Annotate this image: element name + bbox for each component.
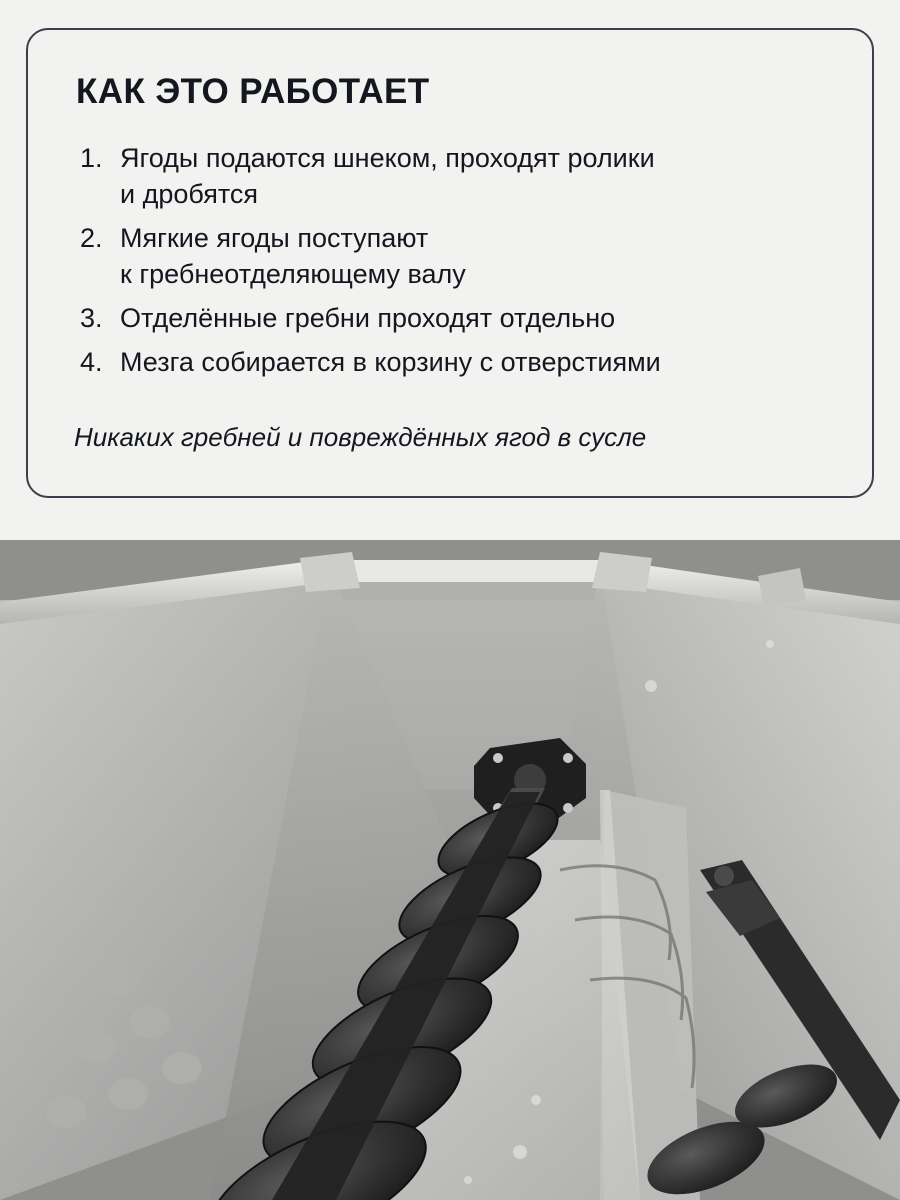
how-it-works-card [26, 28, 874, 498]
step-line-primary: Мезга собирается в корзину с отверстиями [120, 347, 661, 377]
steps-list [74, 140, 832, 380]
card-note: Никаких гребней и повреждённых ягод в сусле [74, 422, 647, 452]
machine-photo-graphic [0, 540, 900, 1200]
step-line-secondary: к гребнеотделяющему валу [120, 259, 466, 289]
list-item [74, 300, 832, 336]
list-item [74, 220, 832, 292]
page-title: КАК ЭТО РАБОТАЕТ [76, 72, 430, 111]
step-line-secondary: и дробятся [120, 179, 259, 209]
list-item [74, 140, 832, 212]
step-line-primary: Отделённые гребни проходят отдельно [120, 303, 616, 333]
list-item [74, 344, 832, 380]
step-line-primary: Ягоды подаются шнеком, проходят ролики [120, 143, 655, 173]
machine-photo [0, 540, 900, 1200]
step-line-primary: Мягкие ягоды поступают [120, 223, 429, 253]
card-area [0, 0, 900, 540]
